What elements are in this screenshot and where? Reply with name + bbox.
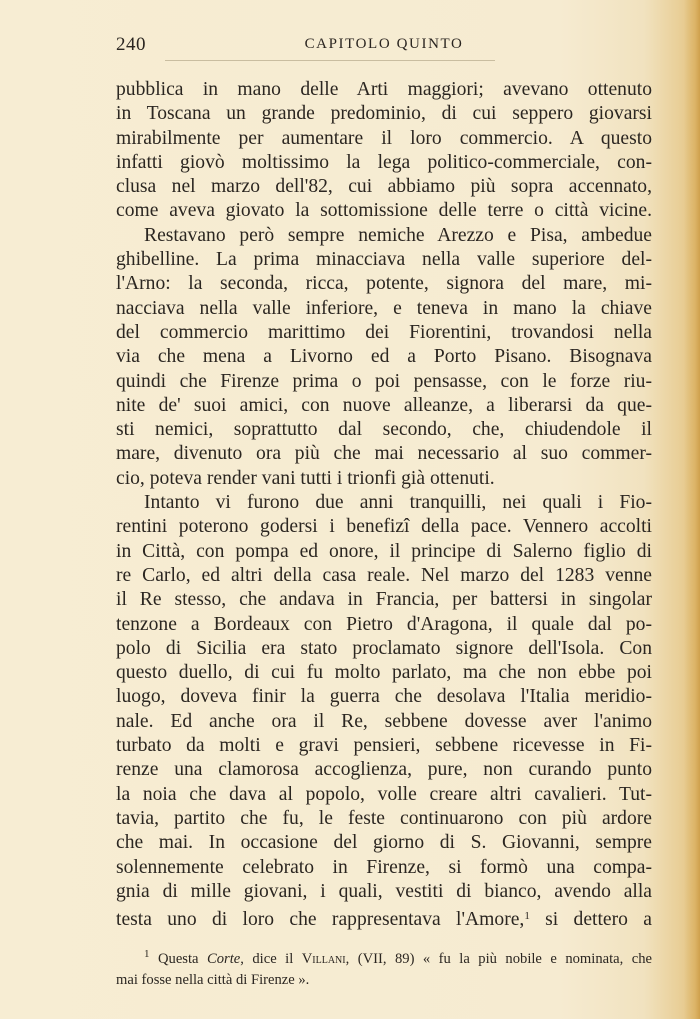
text-line: re Carlo, ed altri della casa reale. Nel marzo del 1283 venne: [116, 564, 652, 586]
text-line: clusa nel marzo dell'82, cui abbiamo più sopra accennato,: [116, 176, 652, 198]
footnote-line: mai fosse nella città di Firenze ».: [116, 972, 310, 988]
text-line: nale. Ed anche ora il Re, sebbene dovesse aver l'animo: [116, 710, 652, 732]
text-line: ghibelline. La prima minacciava nella valle superiore del-: [116, 249, 652, 271]
footnote-lead: Questa: [157, 951, 199, 967]
text-line: gnia di mille giovani, i quali, vestiti di bianco, avendo alla: [116, 880, 652, 902]
text-line: questo duello, di cui fu molto parlato, ma che non ebbe poi: [116, 662, 652, 684]
text-line: solennemente celebrato in Firenze, si formò una compa-: [116, 856, 652, 878]
footnote-reference[interactable]: 1: [524, 910, 530, 923]
text-line: il Re stesso, che andava in Francia, per battersi in singolar: [116, 589, 652, 611]
footnote-marker: 1: [144, 948, 150, 960]
text-line: quindi che Firenze prima o poi pensasse, con le forze riu-: [116, 370, 652, 392]
text-line: luogo, doveva finir la guerra che desolava l'Italia meridio-: [116, 686, 652, 708]
text-line: come aveva giovato la sottomissione delle terre o città vicine.: [116, 200, 652, 222]
text-line: pubblica in mano delle Arti maggiori; avevano ottenuto: [116, 79, 652, 100]
line-text: testa uno di loro che rappresentava l'Amore,: [116, 909, 525, 931]
text-line: tenzone a Bordeaux con Pietro d'Aragona, il quale dal po-: [116, 613, 652, 635]
page-edge-shadow: [684, 0, 700, 1019]
line-text-after: si dettero a: [529, 909, 652, 931]
text-line: del commercio marittimo dei Fiorentini, trovandosi nella: [116, 321, 652, 343]
text-line: tavia, partito che fu, le feste continuarono con più ardore: [116, 807, 652, 829]
text-line: sti nemici, soprattutto dal secondo, che, chiudendole il: [116, 419, 652, 441]
footnote-author: Villani: [301, 951, 346, 967]
text-line: che mai. In occasione del giorno di S. Giovanni, sempre: [116, 832, 652, 854]
text-line: nacciava nella valle inferiore, e teneva in mano la chiave: [116, 297, 652, 319]
page-number: 240: [116, 34, 146, 55]
text-line-with-footnote-ref: [116, 904, 652, 931]
text-line: la noia che dava al popolo, volle creare altri cavalieri. Tut-: [116, 783, 652, 805]
text-line: infatti giovò moltissimo la lega politico-commerciale, con-: [116, 151, 652, 173]
text-line: l'Arno: la seconda, ricca, potente, signora del mare, mi-: [116, 273, 652, 295]
header-rule: [165, 60, 495, 61]
running-head: CAPITOLO QUINTO: [304, 36, 464, 52]
body-text: [116, 78, 652, 931]
paragraph-start-line: Intanto vi furono due anni tranquilli, nei quali i Fio-: [144, 492, 652, 514]
page-header: [116, 34, 652, 60]
footnote-mid: , dice il: [240, 951, 294, 967]
footnote-rest: , (VII, 89) « fu la più nobile e nominata, che: [345, 951, 653, 967]
text-line: in Toscana un grande predominio, di cui seppero giovarsi: [116, 103, 652, 125]
text-line: renze una clamorosa accoglienza, pure, non curando punto: [116, 759, 652, 781]
text-line: polo di Sicilia era stato proclamato signore dell'Isola. Con: [116, 637, 652, 659]
text-line: nite de' suoi amici, con nuove alleanze, a liberarsi da que-: [116, 394, 652, 416]
text-line: mirabilmente per aumentare il loro commercio. A questo: [116, 127, 652, 149]
text-line: turbato da molti e gravi pensieri, sebbene ricevesse in Fi-: [116, 735, 652, 757]
text-line: cio, poteva render vani tutti i trionfi già ottenuti.: [116, 467, 495, 489]
text-line: in Città, con pompa ed onore, il principe di Salerno figlio di: [116, 540, 652, 562]
footnote-italic-word: Corte: [207, 951, 241, 967]
footnote: [116, 944, 652, 991]
text-line: mare, divenuto ora più che mai necessario al suo commer-: [116, 443, 652, 465]
paragraph-start-line: Restavano però sempre nemiche Arezzo e Pisa, ambedue: [144, 224, 652, 246]
text-line: via che mena a Livorno ed a Porto Pisano. Bisognava: [116, 346, 652, 368]
footnote-line: [116, 944, 652, 970]
text-line: rentini poterono godersi i benefizî della pace. Vennero accolti: [116, 516, 652, 538]
